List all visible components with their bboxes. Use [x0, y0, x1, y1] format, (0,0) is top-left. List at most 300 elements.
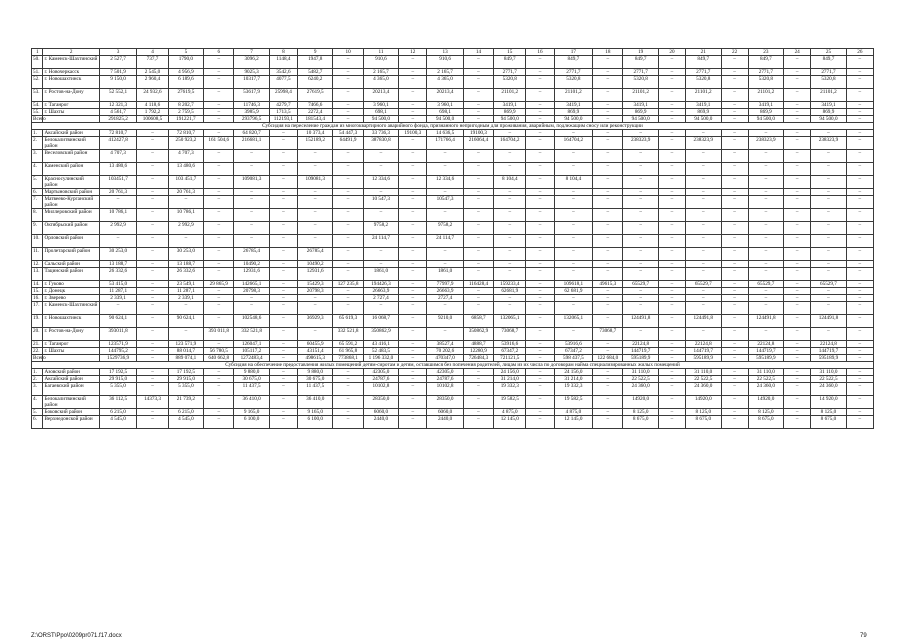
amount-cell: – — [399, 302, 427, 315]
column-number: 7 — [234, 49, 269, 56]
amount-cell: – — [363, 302, 398, 315]
amount-cell: 31 110,0 — [748, 369, 783, 376]
row-number: 3. — [32, 150, 43, 163]
amount-cell: 16 068,7 — [363, 315, 398, 328]
amount-cell: 161 504,6 — [204, 137, 234, 150]
amount-cell: – — [399, 209, 427, 222]
amount-cell: – — [204, 268, 234, 281]
amount-cell: 4 561,7 — [99, 109, 137, 116]
row-number: 19. — [32, 315, 43, 328]
amount-cell: – — [526, 163, 554, 176]
amount-cell: – — [721, 315, 748, 328]
amount-cell: 13 188,7 — [99, 261, 137, 268]
amount-cell: 8 675,0 — [748, 416, 783, 429]
row-number: 51. — [32, 69, 43, 76]
amount-cell: 6 215,0 — [99, 409, 137, 416]
amount-cell: – — [399, 369, 427, 376]
amount-cell: – — [333, 235, 363, 248]
amount-cell: – — [399, 235, 427, 248]
amount-cell: – — [333, 416, 363, 429]
amount-cell: – — [811, 268, 846, 281]
amount-cell: – — [333, 176, 363, 189]
amount-cell: 105117,2 — [234, 348, 269, 355]
amount-cell: 15429,3 — [297, 281, 332, 288]
municipality-name: Красносулинский район — [43, 176, 99, 189]
amount-cell: – — [463, 196, 493, 209]
column-number: 13 — [427, 49, 464, 56]
amount-cell: 5 355,0 — [168, 383, 203, 396]
amount-cell: 3542,6 — [269, 69, 297, 76]
amount-cell: – — [399, 89, 427, 102]
table-row — [32, 130, 874, 137]
amount-cell: – — [784, 295, 811, 302]
table-row — [32, 137, 874, 150]
amount-cell: – — [658, 288, 685, 295]
amount-cell: 2 960,4 — [137, 76, 168, 89]
amount-cell: – — [593, 416, 623, 429]
amount-cell: – — [784, 302, 811, 315]
amount-cell: 595189,9 — [748, 355, 783, 362]
municipality-name: Белокалитвинский район — [43, 396, 99, 409]
amount-cell: – — [811, 130, 846, 137]
amount-cell: – — [204, 376, 234, 383]
amount-cell: – — [526, 56, 554, 69]
amount-cell: – — [137, 189, 168, 196]
amount-cell: – — [204, 56, 234, 69]
table-row — [32, 56, 874, 69]
amount-cell: 14920,0 — [686, 396, 721, 409]
amount-cell: – — [269, 416, 297, 429]
amount-cell: 194426,3 — [363, 281, 398, 288]
amount-cell: – — [784, 76, 811, 89]
amount-cell: 26 332,6 — [99, 268, 137, 281]
column-number: 2 — [43, 49, 99, 56]
amount-cell: – — [137, 268, 168, 281]
amount-cell: – — [427, 328, 464, 341]
amount-cell: 21101,2 — [811, 89, 846, 102]
amount-cell: – — [333, 295, 363, 302]
municipality-name: Каменский район — [43, 163, 99, 176]
amount-cell: 43 416,1 — [363, 341, 398, 348]
amount-cell: – — [784, 355, 811, 362]
amount-cell: 30 675,0 — [297, 376, 332, 383]
amount-cell: 3419,1 — [686, 102, 721, 109]
row-number: 7. — [32, 196, 43, 209]
amount-cell: 53916,6 — [554, 341, 593, 348]
amount-cell: – — [363, 189, 398, 196]
amount-cell: – — [297, 235, 332, 248]
amount-cell: – — [526, 295, 554, 302]
amount-cell: – — [658, 235, 685, 248]
amount-cell: – — [721, 76, 748, 89]
amount-cell: 1861,0 — [427, 268, 464, 281]
amount-cell: – — [269, 302, 297, 315]
amount-cell: – — [463, 261, 493, 268]
row-number: 10. — [32, 235, 43, 248]
amount-cell: – — [658, 341, 685, 348]
amount-cell: 8 125,0 — [811, 409, 846, 416]
amount-cell: – — [269, 369, 297, 376]
amount-cell: – — [463, 189, 493, 196]
amount-cell: 8 202,7 — [168, 102, 203, 109]
amount-cell: 17 192,5 — [168, 369, 203, 376]
amount-cell: 14373,3 — [137, 396, 168, 409]
amount-cell: – — [658, 109, 685, 116]
amount-cell: 24 114,7 — [363, 235, 398, 248]
amount-cell: – — [593, 150, 623, 163]
amount-cell: 144719,7 — [686, 348, 721, 355]
row-number: 20. — [32, 328, 43, 341]
amount-cell: 14920,0 — [623, 396, 658, 409]
amount-cell: – — [297, 302, 332, 315]
municipality-name: г. Шахты — [43, 348, 99, 355]
amount-cell: – — [623, 189, 658, 196]
amount-cell: 109081,3 — [234, 176, 269, 189]
amount-cell: 54 447,3 — [333, 130, 363, 137]
amount-cell: – — [748, 268, 783, 281]
amount-cell: – — [748, 261, 783, 268]
amount-cell: – — [658, 248, 685, 261]
amount-cell: – — [784, 341, 811, 348]
amount-cell: 12931,6 — [234, 268, 269, 281]
amount-cell: – — [846, 369, 873, 376]
amount-cell: – — [137, 163, 168, 176]
amount-cell: – — [721, 116, 748, 123]
column-number: 12 — [399, 49, 427, 56]
amount-cell: – — [463, 396, 493, 409]
amount-cell: 13 480,6 — [99, 163, 137, 176]
amount-cell: – — [463, 116, 493, 123]
amount-cell: – — [593, 383, 623, 396]
amount-cell: 30 253,0 — [168, 248, 203, 261]
amount-cell: – — [204, 235, 234, 248]
municipality-name: Багаевский район — [43, 383, 99, 396]
amount-cell: – — [526, 416, 554, 429]
amount-cell: 4 545,0 — [168, 416, 203, 429]
amount-cell: 889 074,1 — [168, 355, 203, 362]
amount-cell: – — [269, 328, 297, 341]
amount-cell: – — [686, 328, 721, 341]
amount-cell: – — [846, 196, 873, 209]
amount-cell: 4 365,0 — [427, 76, 464, 89]
amount-cell: 94 500,0 — [427, 116, 464, 123]
amount-cell: 470347,0 — [427, 355, 464, 362]
amount-cell: 1790,0 — [168, 56, 203, 69]
amount-cell: – — [721, 396, 748, 409]
amount-cell: 62 681,9 — [554, 288, 593, 295]
amount-cell: – — [658, 102, 685, 109]
amount-cell: – — [137, 302, 168, 315]
amount-cell: – — [784, 89, 811, 102]
amount-cell: 22 522,5 — [623, 376, 658, 383]
amount-cell: – — [399, 396, 427, 409]
amount-cell: 72 810,7 — [168, 130, 203, 137]
amount-cell: – — [811, 302, 846, 315]
amount-cell: 19 332,3 — [554, 383, 593, 396]
amount-cell: 24787,6 — [363, 376, 398, 383]
amount-cell: 43151,4 — [297, 348, 332, 355]
amount-cell: 250 923,2 — [168, 137, 203, 150]
row-number: 54. — [32, 102, 43, 109]
amount-cell: 132065,1 — [554, 315, 593, 328]
amount-cell: – — [526, 116, 554, 123]
column-number: 15 — [494, 49, 526, 56]
amount-cell: – — [623, 196, 658, 209]
table-row — [32, 416, 874, 429]
amount-cell: – — [593, 376, 623, 383]
column-number: 25 — [811, 49, 846, 56]
amount-cell: 10 786,1 — [99, 209, 137, 222]
amount-cell: – — [721, 328, 748, 341]
amount-cell: 869,9 — [494, 109, 526, 116]
amount-cell: 53617,9 — [234, 89, 269, 102]
amount-cell: – — [623, 328, 658, 341]
amount-cell: – — [784, 69, 811, 76]
amount-cell: 22124,8 — [811, 341, 846, 348]
amount-cell: – — [686, 196, 721, 209]
amount-cell: – — [399, 69, 427, 76]
amount-cell: – — [333, 222, 363, 235]
amount-cell: – — [399, 150, 427, 163]
amount-cell: 3419,1 — [554, 102, 593, 109]
row-number: 22. — [32, 348, 43, 355]
amount-cell: 4 875,0 — [494, 409, 526, 416]
amount-cell: – — [784, 281, 811, 288]
amount-cell: – — [427, 163, 464, 176]
amount-cell: – — [297, 209, 332, 222]
table-row — [32, 248, 874, 261]
amount-cell: 2 339,1 — [168, 295, 203, 302]
amount-cell: 3096,2 — [234, 56, 269, 69]
amount-cell: – — [721, 56, 748, 69]
amount-cell: – — [463, 69, 493, 76]
amount-cell: – — [526, 150, 554, 163]
amount-cell: 9 150,0 — [99, 76, 137, 89]
amount-cell: 11746,3 — [234, 102, 269, 109]
amount-cell: – — [623, 268, 658, 281]
amount-cell: – — [269, 288, 297, 295]
amount-cell: – — [721, 248, 748, 261]
amount-cell: – — [269, 348, 297, 355]
amount-cell: – — [686, 209, 721, 222]
amount-cell: 8 125,0 — [686, 409, 721, 416]
amount-cell: – — [658, 268, 685, 281]
row-number: 55. — [32, 109, 43, 116]
amount-cell: 2272,4 — [297, 109, 332, 116]
amount-cell: – — [463, 369, 493, 376]
amount-cell: – — [204, 341, 234, 348]
amount-cell: 5320,8 — [623, 76, 658, 89]
amount-cell: 4888,7 — [463, 341, 493, 348]
amount-cell: – — [333, 89, 363, 102]
amount-cell: – — [137, 209, 168, 222]
amount-cell: 9 880,0 — [234, 369, 269, 376]
amount-cell: 29 915,0 — [168, 376, 203, 383]
table-row — [32, 396, 874, 409]
amount-cell: 595189,9 — [811, 355, 846, 362]
row-number: 21. — [32, 341, 43, 348]
amount-cell: – — [137, 348, 168, 355]
amount-cell: – — [204, 176, 234, 189]
amount-cell: – — [846, 56, 873, 69]
table-row — [32, 69, 874, 76]
amount-cell: – — [721, 176, 748, 189]
amount-cell: – — [846, 137, 873, 150]
amount-cell: – — [658, 376, 685, 383]
amount-cell: – — [494, 150, 526, 163]
amount-cell: – — [463, 288, 493, 295]
amount-cell: 25998,4 — [269, 89, 297, 102]
amount-cell: – — [658, 209, 685, 222]
amount-cell: 1529736,9 — [99, 355, 137, 362]
amount-cell: – — [721, 288, 748, 295]
row-number: 4. — [32, 396, 43, 409]
amount-cell: – — [593, 235, 623, 248]
amount-cell: 36929,3 — [297, 315, 332, 328]
amount-cell: 67347,2 — [554, 348, 593, 355]
amount-cell: – — [846, 302, 873, 315]
column-number: 9 — [297, 49, 332, 56]
amount-cell: – — [784, 288, 811, 295]
amount-cell: 1 196 332,0 — [363, 355, 398, 362]
amount-cell: – — [204, 383, 234, 396]
amount-cell: 70 202,6 — [427, 348, 464, 355]
amount-cell: – — [554, 222, 593, 235]
amount-cell: – — [526, 102, 554, 109]
table-row — [32, 302, 874, 315]
table-row — [32, 328, 874, 341]
amount-cell: 10490,2 — [234, 261, 269, 268]
amount-cell: – — [269, 189, 297, 196]
amount-cell: – — [846, 209, 873, 222]
amount-cell: – — [427, 261, 464, 268]
amount-cell: 1148,4 — [269, 56, 297, 69]
amount-cell: – — [427, 189, 464, 196]
amount-cell: – — [623, 288, 658, 295]
amount-cell: 14 920,0 — [811, 396, 846, 409]
amount-cell: – — [593, 288, 623, 295]
amount-cell: – — [686, 268, 721, 281]
column-number: 10 — [333, 49, 363, 56]
row-number: 2. — [32, 137, 43, 150]
amount-cell: – — [204, 222, 234, 235]
amount-cell: 2 545,0 — [137, 69, 168, 76]
amount-cell: 10 547,3 — [363, 196, 398, 209]
amount-cell: 849,7 — [686, 56, 721, 69]
amount-cell: – — [748, 176, 783, 189]
amount-cell: – — [721, 281, 748, 288]
amount-cell: – — [526, 281, 554, 288]
amount-cell: 20798,3 — [234, 288, 269, 295]
amount-cell: – — [721, 416, 748, 429]
amount-cell: 103451,7 — [99, 176, 137, 189]
amount-cell: – — [399, 383, 427, 396]
amount-cell: 910,6 — [427, 56, 464, 69]
amount-cell: – — [846, 102, 873, 109]
amount-cell: – — [846, 189, 873, 196]
amount-cell: 7466,6 — [297, 102, 332, 109]
amount-cell: 9758,2 — [363, 222, 398, 235]
amount-cell: – — [784, 163, 811, 176]
amount-cell: – — [623, 248, 658, 261]
amount-cell: – — [204, 76, 234, 89]
amount-cell: 123571,9 — [99, 341, 137, 348]
amount-cell: – — [399, 137, 427, 150]
amount-cell: 5482,7 — [297, 69, 332, 76]
amount-cell: – — [234, 295, 269, 302]
amount-cell: 2771,7 — [686, 69, 721, 76]
amount-cell: – — [686, 261, 721, 268]
amount-cell: – — [494, 130, 526, 137]
amount-cell: – — [593, 76, 623, 89]
amount-cell: – — [811, 209, 846, 222]
amount-cell: – — [593, 102, 623, 109]
municipality-name: г. Новочеркасск — [43, 69, 99, 76]
row-number: 12. — [32, 261, 43, 268]
amount-cell: – — [204, 163, 234, 176]
amount-cell: – — [721, 150, 748, 163]
amount-cell: – — [333, 209, 363, 222]
amount-cell: – — [846, 76, 873, 89]
amount-cell: 26 332,6 — [168, 268, 203, 281]
amount-cell: 14 636,5 — [427, 130, 464, 137]
amount-cell: – — [204, 288, 234, 295]
amount-cell: – — [269, 137, 297, 150]
amount-cell: 22 522,5 — [748, 376, 783, 383]
municipality-name: Веселовский район — [43, 150, 99, 163]
amount-cell: – — [399, 248, 427, 261]
amount-cell: 3419,1 — [494, 102, 526, 109]
row-number: 5. — [32, 176, 43, 189]
amount-cell: 144719,7 — [623, 348, 658, 355]
amount-cell: – — [593, 130, 623, 137]
amount-cell: – — [784, 248, 811, 261]
table-row — [32, 189, 874, 196]
amount-cell: 65529,7 — [811, 281, 846, 288]
amount-cell: 2 759,5 — [168, 109, 203, 116]
column-number: 4 — [137, 49, 168, 56]
table-row — [32, 109, 874, 116]
amount-cell: – — [686, 222, 721, 235]
amount-cell: – — [269, 268, 297, 281]
table-row — [32, 235, 874, 248]
amount-cell: – — [526, 288, 554, 295]
amount-cell: – — [399, 328, 427, 341]
amount-cell: 24 114,7 — [427, 235, 464, 248]
table-row — [32, 196, 874, 209]
amount-cell: 393 011,8 — [204, 328, 234, 341]
amount-cell: – — [269, 376, 297, 383]
amount-cell: 27619,5 — [297, 89, 332, 102]
amount-cell: 72 810,7 — [99, 130, 137, 137]
amount-cell: – — [463, 383, 493, 396]
amount-cell: – — [234, 163, 269, 176]
amount-cell: – — [784, 176, 811, 189]
amount-cell: – — [721, 89, 748, 102]
amount-cell: 1947,8 — [297, 56, 332, 69]
amount-cell: 124491,8 — [811, 315, 846, 328]
municipality-name: г. Ростов-на-Дону — [43, 328, 99, 341]
amount-cell: – — [686, 248, 721, 261]
amount-cell: – — [463, 56, 493, 69]
amount-cell: 124491,8 — [623, 315, 658, 328]
amount-cell: 14920,0 — [748, 396, 783, 409]
amount-cell: 21101,2 — [623, 89, 658, 102]
amount-cell: – — [204, 396, 234, 409]
amount-cell: – — [526, 176, 554, 189]
column-number: 23 — [748, 49, 783, 56]
amount-cell: – — [784, 130, 811, 137]
